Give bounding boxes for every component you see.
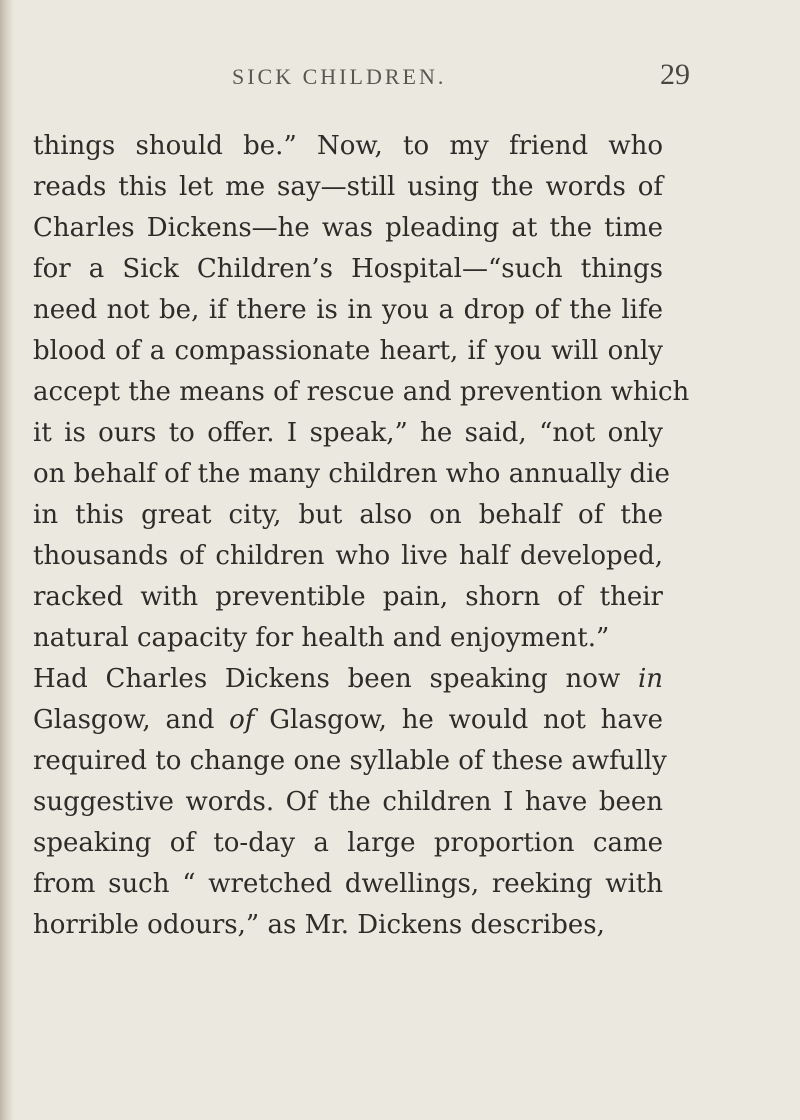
running-head: SICK CHILDREN. <box>232 64 447 89</box>
italic-run: of <box>229 705 255 735</box>
text-run: Had Charles Dickens been speaking now <box>33 664 638 694</box>
text-line: on behalf of the many children who annually die <box>33 459 670 489</box>
text-line: need not be, if there is in you a drop of the life <box>33 295 663 325</box>
text-line: natural capacity for health and enjoyment.” <box>33 623 610 653</box>
text-line: horrible odours,” as Mr. Dickens describes, <box>33 910 605 940</box>
text-line: it is ours to offer. I speak,” he said, “not only <box>33 418 663 448</box>
text-line: things should be.” Now, to my friend who <box>33 131 663 161</box>
text-line: thousands of children who live half developed, <box>33 541 663 571</box>
text-line: suggestive words. Of the children I have been <box>33 787 663 817</box>
text-line: for a Sick Children’s Hospital—“such things <box>33 254 663 284</box>
text-line: blood of a compassionate heart, if you will only <box>33 336 663 366</box>
text-line: required to change one syllable of these awfully <box>33 746 667 776</box>
text-line: speaking of to-day a large proportion came <box>33 828 663 858</box>
page-gutter-shadow <box>0 0 14 1120</box>
page-number: 29 <box>660 58 690 91</box>
text-line: reads this let me say—still using the words of <box>33 172 663 202</box>
text-run: Glasgow, he would not have <box>254 705 663 735</box>
body-text <box>33 126 690 946</box>
text-line: from such “ wretched dwellings, reeking with <box>33 869 663 899</box>
text-line <box>33 659 663 700</box>
text-line: in this great city, but also on behalf of the <box>33 500 663 530</box>
text-line: accept the means of rescue and prevention which <box>33 377 690 407</box>
text-line <box>33 700 663 741</box>
text-line: Charles Dickens—he was pleading at the time <box>33 213 663 243</box>
italic-run: in <box>637 664 663 694</box>
text-line: racked with preventible pain, shorn of their <box>33 582 663 612</box>
text-run: Glasgow, and <box>33 705 230 735</box>
